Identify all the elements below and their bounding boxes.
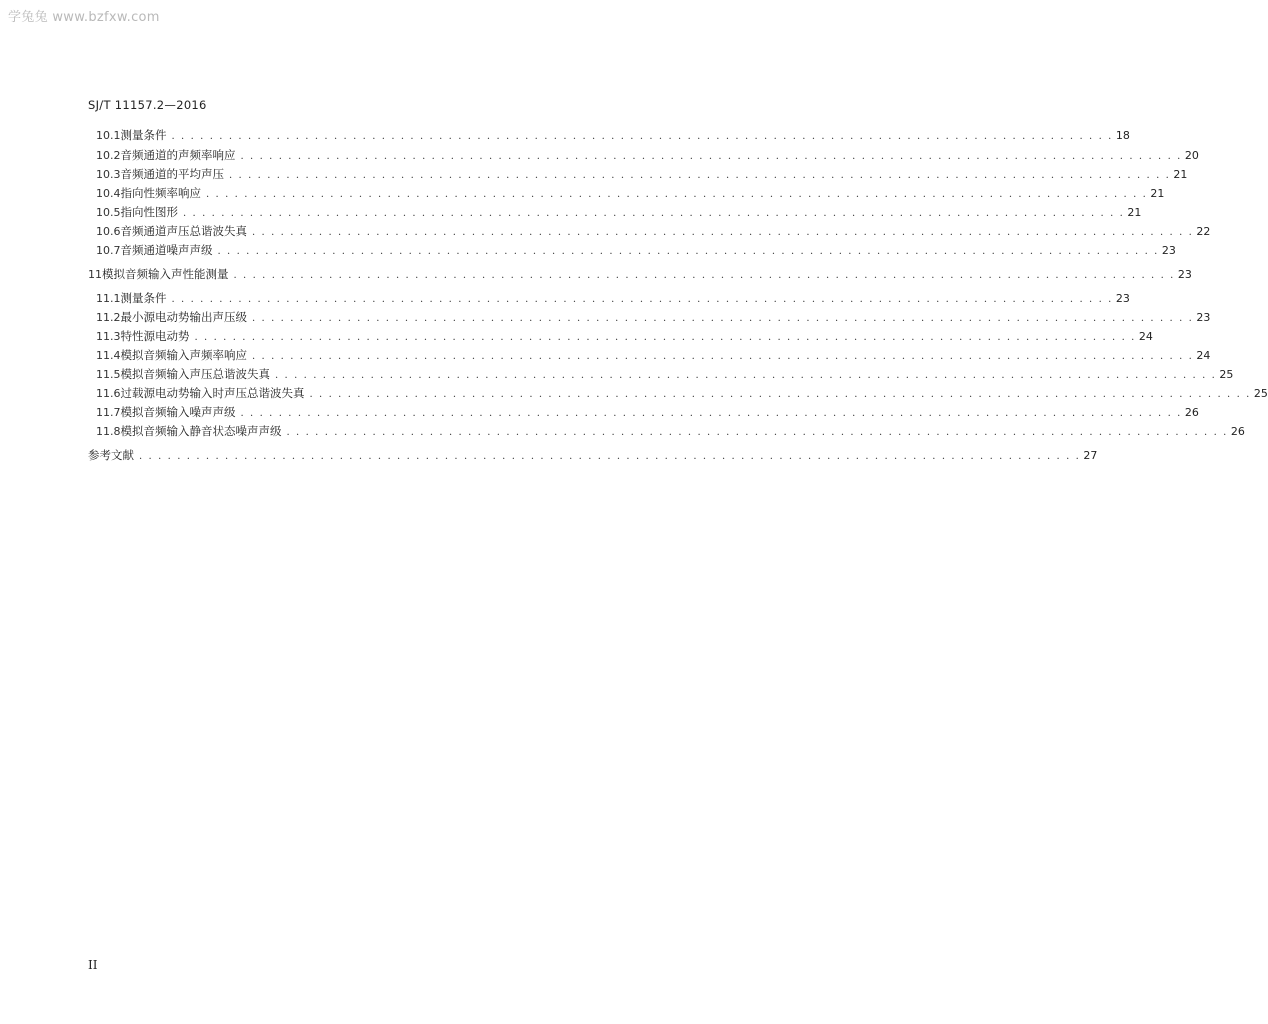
toc-references-entry[interactable] <box>88 447 1098 463</box>
toc-entry-title: 模拟音频输入声频率响应 <box>120 348 247 362</box>
toc-entry-number: 11.2 <box>96 311 121 324</box>
toc-entry-page: 23 <box>1115 292 1130 305</box>
toc-entry-title: 指向性频率响应 <box>120 186 201 200</box>
toc-entry[interactable] <box>96 404 1199 420</box>
toc-leader-dots: . . . . . . . . . . . . . . . . . . . . . . . . . . . . . . . . . . . . . . . . . . . . . . . . . . . . . . . . . . . . . . . . . . . . . . . . . . . . . . . . . . . . . . . . . . . . . . . . . . . <box>171 131 1113 142</box>
toc-entry-page: 23 <box>1161 244 1176 257</box>
watermark: 学兔兔 www.bzfxw.com <box>8 10 160 25</box>
toc-entry[interactable] <box>96 204 1142 220</box>
toc-leader-dots: . . . . . . . . . . . . . . . . . . . . . . . . . . . . . . . . . . . . . . . . . . . . . . . . . . . . . . . . . . . . . . . . . . . . . . . . . . . . . . . . . . . . . . . . . . . . . . . . . . . <box>233 270 1175 281</box>
toc-entry-number: 10.4 <box>96 187 121 200</box>
toc-entry-number: 11.5 <box>96 368 121 381</box>
toc-entry-title: 模拟音频输入声压总谐波失真 <box>120 367 270 381</box>
toc-entry[interactable] <box>96 127 1130 143</box>
toc-entry-page: 27 <box>1083 449 1098 462</box>
toc-leader-dots: . . . . . . . . . . . . . . . . . . . . . . . . . . . . . . . . . . . . . . . . . . . . . . . . . . . . . . . . . . . . . . . . . . . . . . . . . . . . . . . . . . . . . . . . . . . . . . . . . . . <box>286 427 1228 438</box>
toc-entry-page: 21 <box>1173 168 1188 181</box>
toc-entry-title: 过载源电动势输入时声压总谐波失真 <box>120 386 305 400</box>
toc-entry-page: 24 <box>1196 349 1211 362</box>
toc-entry-number: 11.3 <box>96 330 121 343</box>
toc-entry[interactable] <box>96 366 1234 382</box>
toc-entry[interactable] <box>96 147 1199 163</box>
toc-entry-title: 最小源电动势输出声压级 <box>120 310 247 324</box>
toc-entry-page: 20 <box>1184 149 1199 162</box>
toc-entry-page: 21 <box>1150 187 1165 200</box>
toc-entry-title: 音频通道声压总谐波失真 <box>120 224 247 238</box>
toc-leader-dots: . . . . . . . . . . . . . . . . . . . . . . . . . . . . . . . . . . . . . . . . . . . . . . . . . . . . . . . . . . . . . . . . . . . . . . . . . . . . . . . . . . . . . . . . . . . . . . . . . . . <box>252 351 1194 362</box>
toc-entry-page: 21 <box>1127 206 1142 219</box>
toc-entry[interactable] <box>96 290 1130 306</box>
toc-entry[interactable] <box>96 185 1165 201</box>
toc-leader-dots: . . . . . . . . . . . . . . . . . . . . . . . . . . . . . . . . . . . . . . . . . . . . . . . . . . . . . . . . . . . . . . . . . . . . . . . . . . . . . . . . . . . . . . . . . . . . . . . . . . . <box>240 151 1182 162</box>
standard-code-header: SJ/T 11157.2—2016 <box>88 98 207 112</box>
toc-entry-page: 25 <box>1253 387 1268 400</box>
toc-entry-title: 音频通道的平均声压 <box>120 167 224 181</box>
toc-entry-title: 测量条件 <box>120 291 167 305</box>
toc-entry-number: 11.8 <box>96 425 121 438</box>
toc-entry-page: 26 <box>1230 425 1245 438</box>
toc-entry-title: 音频通道噪声声级 <box>120 243 213 257</box>
toc-leader-dots: . . . . . . . . . . . . . . . . . . . . . . . . . . . . . . . . . . . . . . . . . . . . . . . . . . . . . . . . . . . . . . . . . . . . . . . . . . . . . . . . . . . . . . . . . . . . . . . . . . . <box>171 294 1113 305</box>
toc-leader-dots: . . . . . . . . . . . . . . . . . . . . . . . . . . . . . . . . . . . . . . . . . . . . . . . . . . . . . . . . . . . . . . . . . . . . . . . . . . . . . . . . . . . . . . . . . . . . . . . . . . . <box>183 208 1125 219</box>
toc-entry-number: 10.6 <box>96 225 121 238</box>
toc-entry[interactable] <box>96 423 1245 439</box>
toc-leader-dots: . . . . . . . . . . . . . . . . . . . . . . . . . . . . . . . . . . . . . . . . . . . . . . . . . . . . . . . . . . . . . . . . . . . . . . . . . . . . . . . . . . . . . . . . . . . . . . . . . . . <box>194 332 1136 343</box>
toc-entry-title: 模拟音频输入声性能测量 <box>102 267 229 281</box>
toc-entry-number: 10.2 <box>96 149 121 162</box>
toc-leader-dots: . . . . . . . . . . . . . . . . . . . . . . . . . . . . . . . . . . . . . . . . . . . . . . . . . . . . . . . . . . . . . . . . . . . . . . . . . . . . . . . . . . . . . . . . . . . . . . . . . . . <box>240 408 1182 419</box>
toc-entry[interactable] <box>96 242 1176 258</box>
toc-leader-dots: . . . . . . . . . . . . . . . . . . . . . . . . . . . . . . . . . . . . . . . . . . . . . . . . . . . . . . . . . . . . . . . . . . . . . . . . . . . . . . . . . . . . . . . . . . . . . . . . . . . <box>217 246 1159 257</box>
toc-entry-number: 10.5 <box>96 206 121 219</box>
toc-entry-title: 指向性图形 <box>120 205 178 219</box>
toc-entry[interactable] <box>96 223 1211 239</box>
toc-entry[interactable] <box>96 166 1188 182</box>
toc-entry-page: 26 <box>1184 406 1199 419</box>
page-number: II <box>88 958 98 972</box>
toc-leader-dots: . . . . . . . . . . . . . . . . . . . . . . . . . . . . . . . . . . . . . . . . . . . . . . . . . . . . . . . . . . . . . . . . . . . . . . . . . . . . . . . . . . . . . . . . . . . . . . . . . . . <box>229 170 1171 181</box>
toc-chapter-entry[interactable] <box>88 266 1192 282</box>
toc-entry-page: 18 <box>1115 129 1130 142</box>
toc-entry-page: 23 <box>1196 311 1211 324</box>
toc-entry-number: 10.7 <box>96 244 121 257</box>
toc-entry-number: 11 <box>88 268 102 281</box>
toc-entry-title: 参考文献 <box>88 448 134 462</box>
toc-entry-title: 模拟音频输入噪声声级 <box>120 405 236 419</box>
toc-entry-number: 11.4 <box>96 349 121 362</box>
toc-leader-dots: . . . . . . . . . . . . . . . . . . . . . . . . . . . . . . . . . . . . . . . . . . . . . . . . . . . . . . . . . . . . . . . . . . . . . . . . . . . . . . . . . . . . . . . . . . . . . . . . . . . <box>309 389 1251 400</box>
toc-leader-dots: . . . . . . . . . . . . . . . . . . . . . . . . . . . . . . . . . . . . . . . . . . . . . . . . . . . . . . . . . . . . . . . . . . . . . . . . . . . . . . . . . . . . . . . . . . . . . . . . . . . <box>252 227 1194 238</box>
toc-entry[interactable] <box>96 328 1153 344</box>
toc-entry-page: 23 <box>1177 268 1192 281</box>
toc-entry[interactable] <box>96 309 1211 325</box>
toc-entry-number: 10.1 <box>96 129 121 142</box>
toc-entry[interactable] <box>96 347 1211 363</box>
toc-entry-title: 测量条件 <box>120 128 167 142</box>
toc-leader-dots: . . . . . . . . . . . . . . . . . . . . . . . . . . . . . . . . . . . . . . . . . . . . . . . . . . . . . . . . . . . . . . . . . . . . . . . . . . . . . . . . . . . . . . . . . . . . . . . . . . . <box>206 189 1148 200</box>
toc-entry-number: 10.3 <box>96 168 121 181</box>
toc-entry-title: 音频通道的声频率响应 <box>120 148 236 162</box>
toc-leader-dots: . . . . . . . . . . . . . . . . . . . . . . . . . . . . . . . . . . . . . . . . . . . . . . . . . . . . . . . . . . . . . . . . . . . . . . . . . . . . . . . . . . . . . . . . . . . . . . . . . . . <box>275 370 1217 381</box>
toc-entry-page: 24 <box>1138 330 1153 343</box>
toc-entry-page: 25 <box>1219 368 1234 381</box>
toc-entry-number: 11.7 <box>96 406 121 419</box>
toc-leader-dots: . . . . . . . . . . . . . . . . . . . . . . . . . . . . . . . . . . . . . . . . . . . . . . . . . . . . . . . . . . . . . . . . . . . . . . . . . . . . . . . . . . . . . . . . . . . . . . . . . . . <box>139 451 1081 462</box>
toc-leader-dots: . . . . . . . . . . . . . . . . . . . . . . . . . . . . . . . . . . . . . . . . . . . . . . . . . . . . . . . . . . . . . . . . . . . . . . . . . . . . . . . . . . . . . . . . . . . . . . . . . . . <box>252 313 1194 324</box>
toc-entry[interactable] <box>96 385 1268 401</box>
toc-entry-number: 11.1 <box>96 292 121 305</box>
toc-entry-title: 模拟音频输入静音状态噪声声级 <box>120 424 282 438</box>
toc-entry-page: 22 <box>1196 225 1211 238</box>
toc-entry-title: 特性源电动势 <box>120 329 190 343</box>
toc-entry-number: 11.6 <box>96 387 121 400</box>
